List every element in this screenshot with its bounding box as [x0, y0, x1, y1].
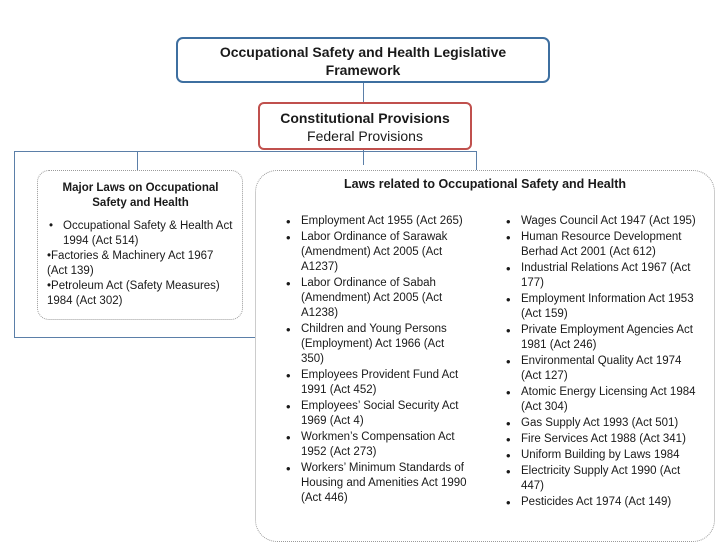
major-laws-list — [47, 219, 234, 309]
related-law-item: • Workmen’s Compensation Act 1952 (Act 273) — [284, 430, 469, 460]
related-law-item: • Fire Services Act 1988 (Act 341) — [504, 432, 698, 447]
related-law-item: • Environmental Quality Act 1974 (Act 127) — [504, 354, 698, 384]
related-laws-box — [255, 170, 715, 542]
major-law-item: • Petroleum Act (Safety Measures) 1984 (Act 302) — [47, 279, 234, 309]
connector-horizontal-branch — [14, 151, 477, 152]
related-law-item: • Workers’ Minimum Standards of Housing and Amenities Act 1990 (Act 446) — [284, 461, 469, 506]
related-laws-left-column — [284, 214, 469, 507]
framework-title-line1: Occupational Safety and Health Legislative — [219, 44, 507, 60]
constitutional-title: Constitutional Provisions — [280, 110, 450, 126]
connector-major-stub — [137, 151, 138, 171]
related-law-item: • Employment Information Act 1953 (Act 159) — [504, 292, 698, 322]
connector-left-branch-down — [14, 151, 15, 338]
major-laws-title — [47, 181, 234, 211]
constitutional-subtitle: Federal Provisions — [307, 128, 423, 144]
related-law-item: • Gas Supply Act 1993 (Act 501) — [504, 416, 698, 431]
related-law-item: • Industrial Relations Act 1967 (Act 177) — [504, 261, 698, 291]
related-law-item: • Electricity Supply Act 1990 (Act 447) — [504, 464, 698, 494]
connector-top-to-constitutional — [363, 83, 364, 102]
connector-constitutional-down — [363, 150, 364, 165]
major-laws-box — [37, 170, 243, 320]
constitutional-provisions-box — [258, 102, 472, 150]
related-law-item: • Uniform Building by Laws 1984 — [504, 448, 698, 463]
connector-right-branch-down — [476, 151, 477, 171]
related-law-item: • Atomic Energy Licensing Act 1984 (Act 304) — [504, 385, 698, 415]
connector-left-branch-bottom — [14, 337, 258, 338]
related-law-item: • Employees Provident Fund Act 1991 (Act 452) — [284, 368, 469, 398]
related-laws-right-column — [504, 214, 698, 511]
related-laws-title: Laws related to Occupational Safety and Health — [343, 177, 626, 191]
related-law-item: • Wages Council Act 1947 (Act 195) — [504, 214, 698, 229]
related-law-item: • Private Employment Agencies Act 1981 (Act 246) — [504, 323, 698, 353]
related-law-item: • Labor Ordinance of Sarawak (Amendment) Act 2005 (Act A1237) — [284, 230, 469, 275]
related-law-item: • Employees’ Social Security Act 1969 (Act 4) — [284, 399, 469, 429]
major-laws-title-line2: Safety and Health — [92, 197, 189, 209]
major-law-item: • Factories & Machinery Act 1967 (Act 139) — [47, 249, 234, 279]
major-laws-title-line1: Major Laws on Occupational — [62, 182, 219, 194]
related-law-item: • Pesticides Act 1974 (Act 149) — [504, 495, 698, 510]
major-law-item: • Occupational Safety & Health Act 1994 (Act 514) — [47, 219, 234, 249]
framework-title-line2: Framework — [325, 62, 401, 78]
related-law-item: • Children and Young Persons (Employment) Act 1966 (Act 350) — [284, 322, 469, 367]
framework-title-box — [176, 37, 550, 83]
related-law-item: • Labor Ordinance of Sabah (Amendment) Act 2005 (Act A1238) — [284, 276, 469, 321]
related-law-item: • Employment Act 1955 (Act 265) — [284, 214, 469, 229]
related-law-item: • Human Resource Development Berhad Act 2001 (Act 612) — [504, 230, 698, 260]
